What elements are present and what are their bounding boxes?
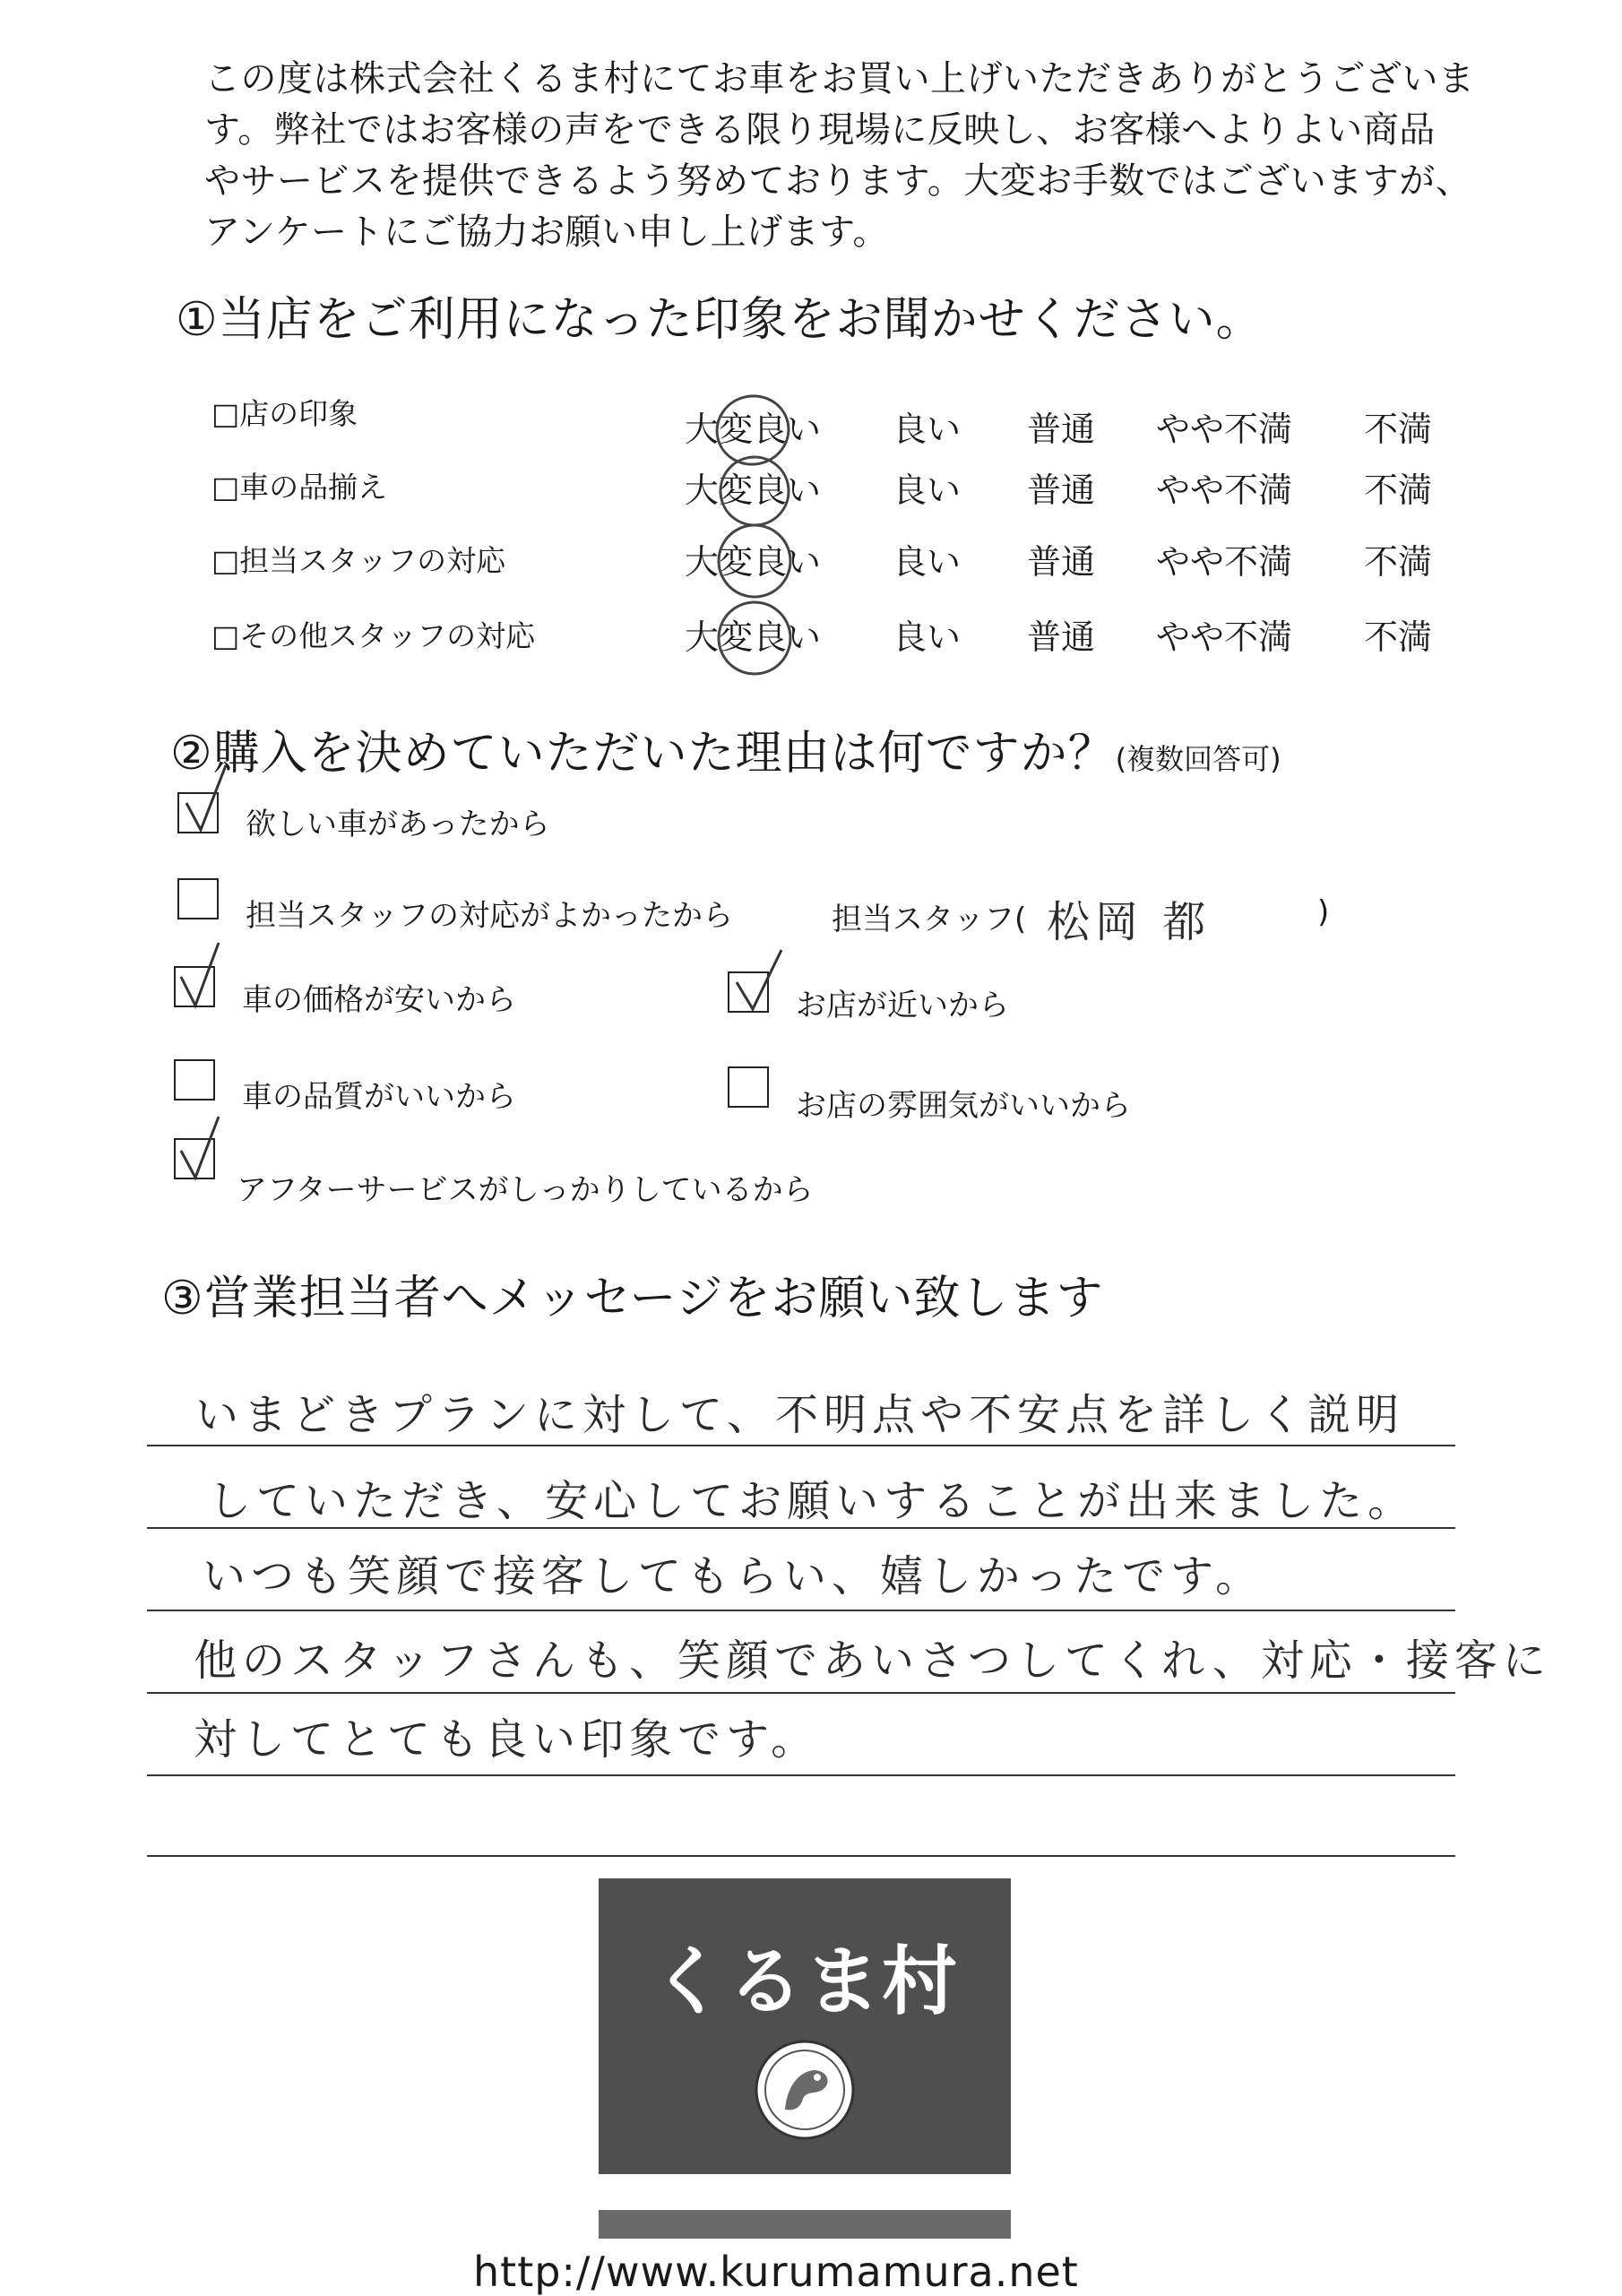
q1-option[interactable]: 大変良い (685, 617, 822, 657)
q1-option[interactable]: やや不満 (1156, 470, 1293, 510)
q1-item-label: □店の印象 (211, 396, 358, 431)
q1-option[interactable]: 良い (893, 410, 962, 449)
q1-option[interactable]: 普通 (1027, 542, 1096, 582)
q1-item-label: □車の品揃え (211, 470, 388, 505)
check-mark-icon (181, 1117, 219, 1178)
q1-option[interactable]: やや不満 (1156, 542, 1293, 582)
q1-option[interactable]: 不満 (1364, 617, 1433, 657)
q1-option[interactable]: 大変良い (685, 542, 822, 582)
message-rule (147, 1692, 1455, 1694)
logo-band (599, 2174, 1011, 2210)
message-line[interactable]: していただき、安心してお願いすることが出来ました。 (208, 1476, 1417, 1526)
message-rule (147, 1445, 1455, 1446)
check-mark-icon (186, 765, 226, 830)
checkbox-label: 欲しい車があったから (246, 807, 550, 842)
intro-line: す。弊社ではお客様の声をできる限り現場に反映し、お客様へよりよい商品 (204, 109, 1436, 151)
staff-field-close: ) (1317, 894, 1330, 930)
checkbox-label: 車の価格が安いから (242, 982, 516, 1018)
q1-option[interactable]: 普通 (1027, 410, 1096, 449)
q1-option[interactable]: 大変良い (685, 410, 822, 449)
q1-item-label: □担当スタッフの対応 (211, 543, 506, 578)
checkbox-label: 担当スタッフの対応がよかったから (246, 898, 733, 934)
q3-title: ③営業担当者へメッセージをお願い致します (161, 1272, 1104, 1325)
checkbox-label: お店の雰囲気がいいから (796, 1088, 1131, 1124)
q1-option[interactable]: 良い (893, 470, 962, 510)
intro-line: この度は株式会社くるま村にてお車をお買い上げいただきありがとうございま (204, 58, 1475, 99)
staff-field-label: 担当スタッフ( (832, 902, 1027, 937)
q1-option[interactable]: 不満 (1364, 470, 1433, 510)
message-rule (147, 1610, 1455, 1611)
q1-option[interactable]: 大変良い (685, 470, 822, 510)
q1-item-label: □その他スタッフの対応 (211, 618, 536, 653)
q1-option[interactable]: 不満 (1364, 542, 1433, 582)
message-line[interactable]: 対してとても良い印象です。 (194, 1714, 820, 1765)
intro-line: アンケートにご協力お願い申し上げます。 (204, 211, 889, 253)
q1-option[interactable]: 普通 (1027, 617, 1096, 657)
logo-text: くるま村 (650, 1938, 959, 2025)
q1-title: ①当店をご利用になった印象をお聞かせください。 (176, 293, 1264, 347)
check-mark-icon (181, 943, 219, 1006)
q2-note: (複数回答可) (1115, 742, 1281, 776)
message-rule (147, 1774, 1455, 1776)
website-url[interactable]: http://www.kurumamura.net (473, 2248, 1079, 2296)
mascot-icon (751, 2036, 858, 2144)
check-mark-icon (737, 950, 781, 1009)
message-rule (147, 1855, 1455, 1857)
message-line[interactable]: いまどきプランに対して、不明点や不安点を詳しく説明 (195, 1390, 1405, 1440)
staff-name-handwritten[interactable]: 松岡 都 (1047, 897, 1212, 947)
q2-title-text: ②購入を決めていただいた理由は何ですか？ (170, 727, 1116, 781)
q1-option[interactable]: 普通 (1027, 470, 1096, 510)
company-logo (599, 1878, 1011, 2239)
message-rule (147, 1527, 1455, 1529)
checkbox-label: お店が近いから (796, 988, 1009, 1023)
q1-option[interactable]: 不満 (1364, 410, 1433, 449)
message-line[interactable]: 他のスタッフさんも、笑顔であいさつしてくれ、対応・接客に (194, 1636, 1551, 1686)
intro-line: やサービスを提供できるよう努めております。大変お手数ではございますが、 (204, 160, 1472, 202)
checkbox-label: 車の品質がいいから (242, 1079, 516, 1115)
logo-band-lower (599, 2210, 1011, 2239)
q1-option[interactable]: やや不満 (1156, 617, 1293, 657)
q1-option[interactable]: やや不満 (1156, 410, 1293, 449)
checkbox-label: アフターサービスがしっかりしているから (237, 1172, 814, 1208)
q1-option[interactable]: 良い (893, 542, 962, 582)
q1-option[interactable]: 良い (893, 617, 962, 657)
message-line[interactable]: いつも笑顔で接客してもらい、嬉しかったです。 (203, 1551, 1264, 1601)
